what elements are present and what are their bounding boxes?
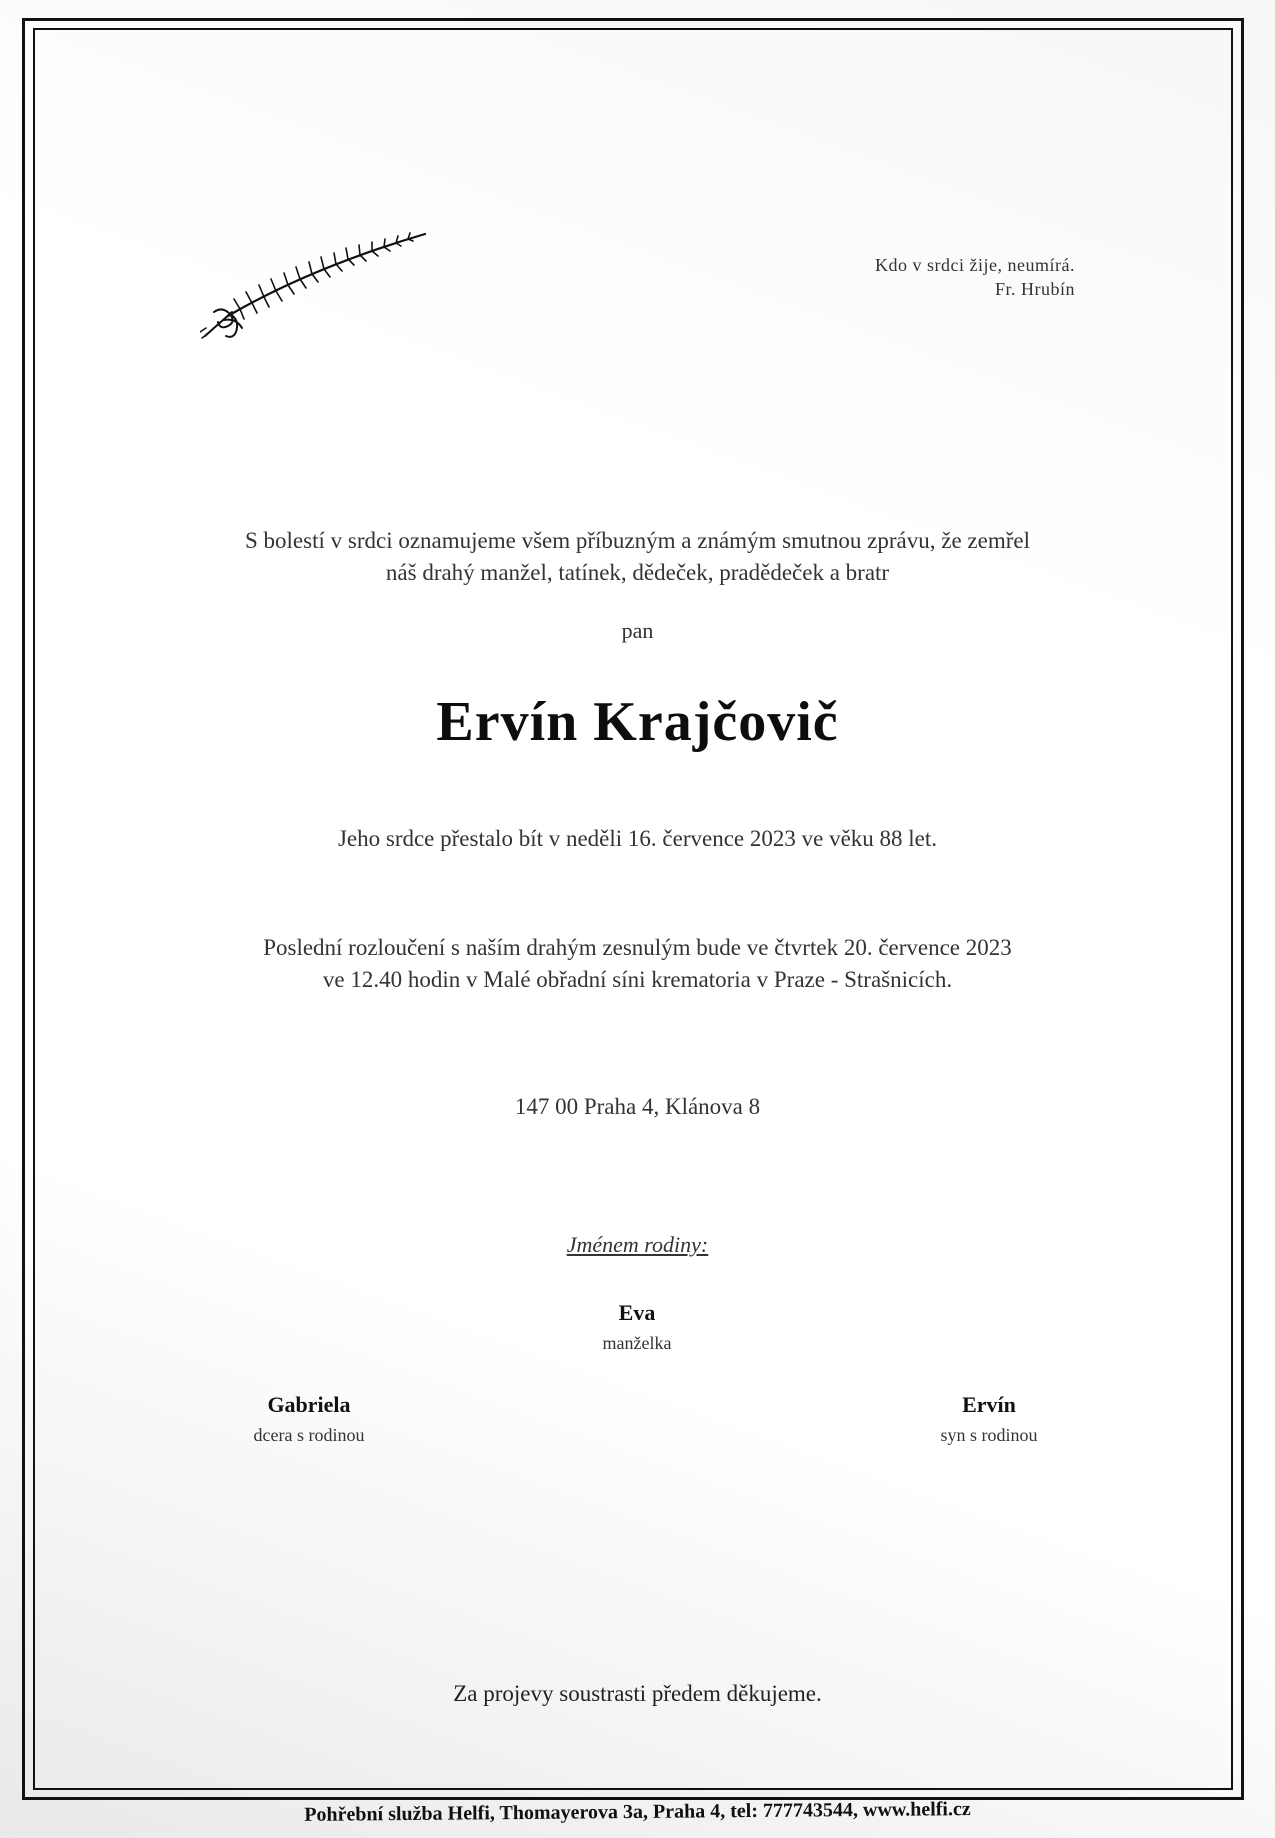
deceased-name: Ervín Krajčovič	[436, 691, 839, 753]
palm-branch-icon	[200, 228, 435, 348]
family-member-gabriela	[149, 1390, 469, 1450]
ceremony-info	[100, 932, 1175, 996]
intro-line-1: S bolestí v srdci oznamujeme všem příbuzným a známým smutnou zprávu, že zemřel	[245, 528, 1030, 553]
family-member-eva	[477, 1298, 797, 1358]
ceremony-line-1: Poslední rozloučení s naším drahým zesnulým bude ve čtvrtek 20. července 2023	[263, 935, 1012, 960]
family-member-ervin	[829, 1390, 1149, 1450]
family-member-role: dcera s rodinou	[253, 1425, 365, 1445]
ceremony-line-2: ve 12.40 hodin v Malé obřadní síni krematoria v Praze - Strašnicích.	[322, 967, 953, 992]
family-member-name: Gabriela	[267, 1392, 351, 1417]
announcement-intro	[100, 525, 1175, 589]
closing-thanks: Za projevy soustrasti předem děkujeme.	[453, 1681, 822, 1706]
motto-author: Fr. Hrubín	[994, 279, 1075, 299]
family-member-name: Ervín	[962, 1392, 1016, 1417]
family-label: Jménem rodiny:	[566, 1232, 709, 1257]
motto-quote: Kdo v srdci žije, neumírá.	[875, 255, 1075, 275]
family-address: 147 00 Praha 4, Klánova 8	[514, 1094, 761, 1119]
funeral-service-footer: Pohřební služba Helfi, Thomayerova 3a, Praha 4, tel: 777743544, www.helfi.cz	[304, 1798, 971, 1826]
motto-quote-block	[875, 253, 1075, 301]
salutation: pan	[621, 618, 654, 643]
family-member-role: syn s rodinou	[940, 1425, 1038, 1445]
family-member-role: manželka	[602, 1333, 672, 1353]
intro-line-2: náš drahý manžel, tatínek, dědeček, pradědeček a bratr	[385, 560, 890, 585]
family-member-name: Eva	[618, 1300, 656, 1325]
death-notice: Jeho srdce přestalo bít v neděli 16. července 2023 ve věku 88 let.	[337, 826, 938, 851]
